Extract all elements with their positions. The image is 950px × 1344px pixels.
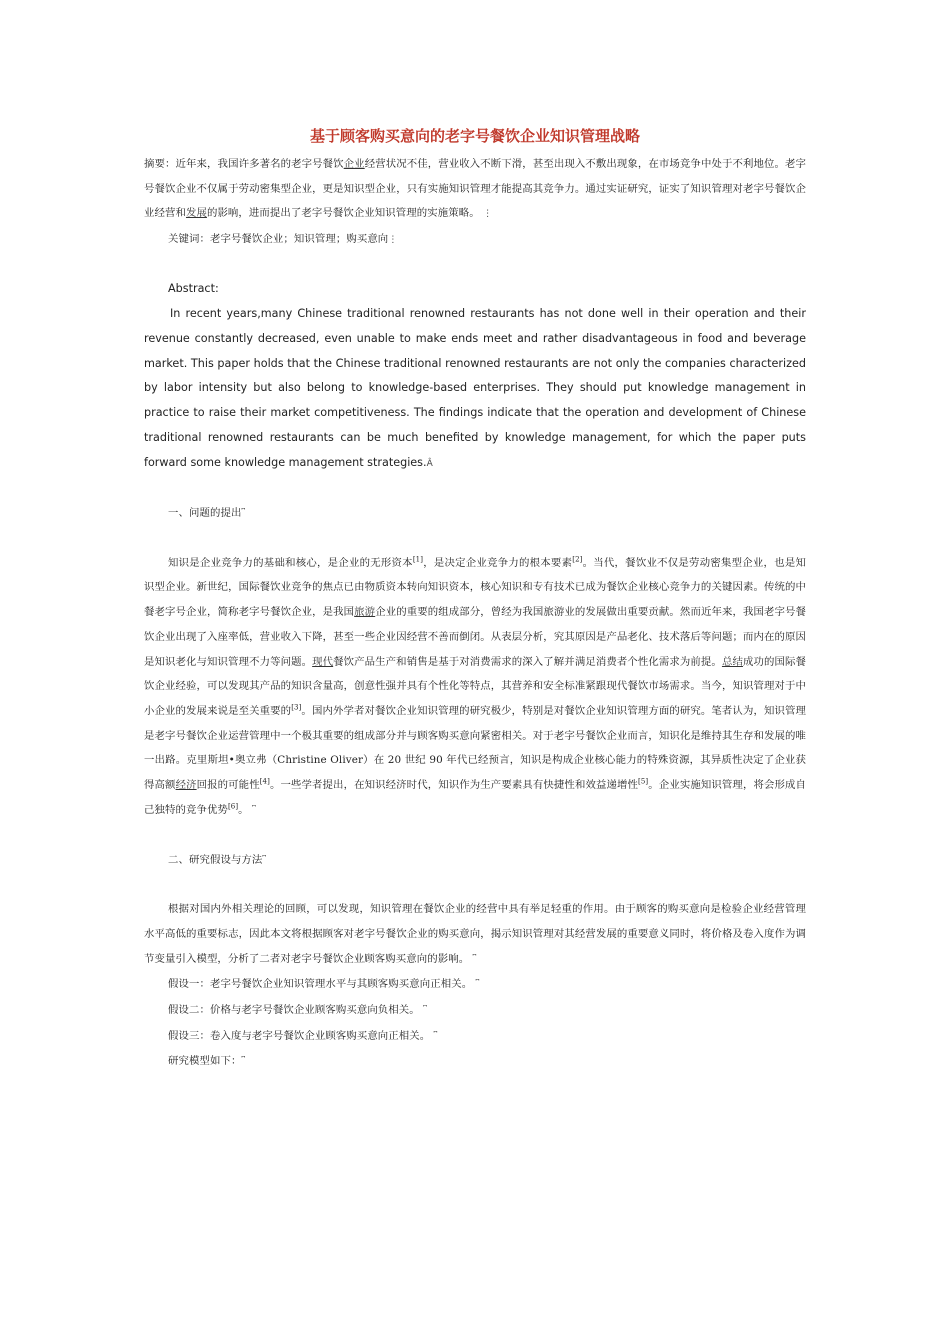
keywords xyxy=(144,227,806,253)
paragraph-mark: Â xyxy=(426,459,433,470)
keywords-text: 关键词：老字号餐饮企业；知识管理；购买意向 xyxy=(168,233,389,246)
paragraph-mark: ⎴ xyxy=(433,1031,438,1042)
body-text: ，是决定企业竞争力的根本要素 xyxy=(423,556,573,569)
hypothesis-2 xyxy=(144,998,806,1024)
citation-ref: [2] xyxy=(572,555,583,564)
spacer xyxy=(144,253,806,277)
body-text: 成功的国际餐饮企业经验，可以发现其产品的知识含量高，创意性强并具有个性化等特点，其营养和安全标准紧跟现代餐饮市场需求。当今，知识管理对于中小企业的发展来说是至关重要的 xyxy=(144,655,806,717)
abstract-en-text: In recent years,many Chinese traditional renowned restaurants has not done well in their operation and their revenue constantly decreased, even unable to make ends meet and rather disadvantageous in food and beverage market. This paper holds that the Chinese traditional renowned restaurants are not only the companies characterized by labor intensity but also belong to knowledge-based enterprises. They should put knowledge management in practice to raise their market competitiveness. The findings indicate that the operation and development of Chinese traditional renowned restaurants can be much benefited by knowledge management, for which the paper puts forward some knowledge management strategies. xyxy=(144,306,806,470)
heading-text: 一、问题的提出 xyxy=(168,507,242,520)
section1-heading xyxy=(144,501,806,527)
citation-ref: [1] xyxy=(412,555,424,564)
citation-ref: [3] xyxy=(291,703,302,712)
body-text: 根据对国内外相关理论的回顾，可以发现，知识管理在餐饮企业的经营中具有举足轻重的作用。由于顾客的购买意向是检验企业经营管理水平高低的重要标志，因此本文将根据顾客对老字号餐饮企业的购买意向，揭示知识管理对其经营发展的重要意义同时，将价格及卷入度作为调节变量引入模型，分析了二者对老字号餐饮企业顾客购买意向的影响。 xyxy=(144,903,806,965)
body-text: 餐饮产品生产和销售是基于对消费需求的深入了解并满足消费者个性化需求为前提。 xyxy=(333,655,722,668)
paragraph-mark: ⎴ xyxy=(423,1006,427,1017)
link-enterprise[interactable]: 企业 xyxy=(343,158,365,170)
spacer xyxy=(144,477,806,501)
body-text: 。 xyxy=(238,803,249,816)
paragraph-mark: ⎴ xyxy=(241,509,246,520)
document-body xyxy=(144,126,806,1075)
body-text: 。当代，餐饮业不仅是劳动密集型企业，也是知识型企业。新世纪，国际餐饮业竞争的焦点已由物质资本转向知识资本，核心知识和专有技术已成为餐饮企业核心竞争力的关键因素。传统的中餐老字号企业，简称老字号餐饮企业，是我国 xyxy=(144,556,806,619)
paragraph-mark: ⎴ xyxy=(475,980,480,991)
spacer xyxy=(144,824,806,848)
section1-paragraph xyxy=(144,551,806,824)
link-modern[interactable]: 现代 xyxy=(312,655,334,668)
hypothesis-text: 假设一：老字号餐饮企业知识管理水平与其顾客购买意向正相关。 xyxy=(168,978,473,991)
link-tourism[interactable]: 旅游 xyxy=(354,606,376,619)
hypothesis-text: 假设二：价格与老字号餐饮企业顾客购买意向负相关。 xyxy=(168,1004,420,1017)
citation-ref: [6] xyxy=(227,802,239,811)
body-text: 回报的可能性 xyxy=(196,779,260,792)
paragraph-mark: ⎴ xyxy=(241,1057,246,1068)
abstract-text: 的影响，进而提出了老字号餐饮企业知识管理的实施策略。 xyxy=(206,207,480,220)
heading-text: 二、研究假设与方法 xyxy=(168,853,263,866)
paragraph-mark: ⋮ xyxy=(483,209,493,220)
section2-heading xyxy=(144,848,806,874)
link-development[interactable]: 发展 xyxy=(185,207,207,220)
hypothesis-1 xyxy=(144,972,806,998)
link-summary[interactable]: 总结 xyxy=(721,655,743,668)
abstract-en xyxy=(144,302,806,477)
section2-paragraph xyxy=(144,897,806,972)
model-intro xyxy=(144,1049,806,1075)
paragraph-mark: ⎴ xyxy=(262,855,267,866)
hypothesis-text: 假设三：卷入度与老字号餐饮企业顾客购买意向正相关。 xyxy=(168,1029,431,1042)
paragraph-mark: ⎴ xyxy=(472,954,477,965)
paragraph-mark: ⋮ xyxy=(388,235,398,246)
model-text: 研究模型如下： xyxy=(168,1055,242,1068)
document-title: 基于顾客购买意向的老字号餐饮企业知识管理战略 xyxy=(309,127,640,145)
abstract-cn xyxy=(144,152,806,227)
body-text: 。一些学者提出，在知识经济时代，知识作为生产要素具有快捷性和效益递增性 xyxy=(269,779,639,792)
spacer xyxy=(144,873,806,897)
body-text: 企业的重要的组成部分，曾经为我国旅游业的发展做出重要贡献。然而近年来，我国老字号餐饮企业出现了入座率低，营业收入下降，甚至一些企业因经营不善而倒闭。从表层分析，究其原因是产品老化、技术落后等问题；而内在的原因是知识老化与知识管理不力等问题。 xyxy=(144,606,807,668)
abstract-text: 摘要：近年来，我国许多著名的老字号餐饮 xyxy=(144,158,344,170)
hypothesis-3 xyxy=(144,1024,806,1050)
citation-ref: [5] xyxy=(638,777,649,786)
body-text: 。企业实施知识管理，将会形成自己独特的竞争优势 xyxy=(144,779,807,816)
body-text: 知识是企业竞争力的基础和核心，是企业的无形资本 xyxy=(168,556,413,569)
spacer xyxy=(144,527,806,551)
link-economy[interactable]: 经济 xyxy=(175,779,197,792)
abstract-text: 经营状况不佳，营业收入不断下滑，甚至出现入不敷出现象，在市场竞争中处于不利地位。老字号餐饮企业不仅属于劳动密集型企业，更是知识型企业，只有实施知识管理才能提高其竞争力。通过实证研究，证实了知识管理对老字号餐饮企业经营和 xyxy=(144,158,807,220)
abstract-en-label: Abstract: xyxy=(168,281,219,295)
body-text: 。国内外学者对餐饮企业知识管理的研究极少，特别是对餐饮企业知识管理方面的研究。笔者认为，知识管理是老字号餐饮企业运营管理中一个极其重要的组成部分并与顾客购买意向紧密相关。对于老字号餐饮企业而言，知识化是维持其生存和发展的唯一出路。克里斯坦•奥立弗（Christine Oliver）在 20 世纪 90 年代已经预言，知识是构成企业核心能力的特殊资源，其异质性决定了企业获得高额 xyxy=(144,704,807,792)
citation-ref: [4] xyxy=(259,777,270,786)
paragraph-mark: ⎴ xyxy=(252,805,256,816)
